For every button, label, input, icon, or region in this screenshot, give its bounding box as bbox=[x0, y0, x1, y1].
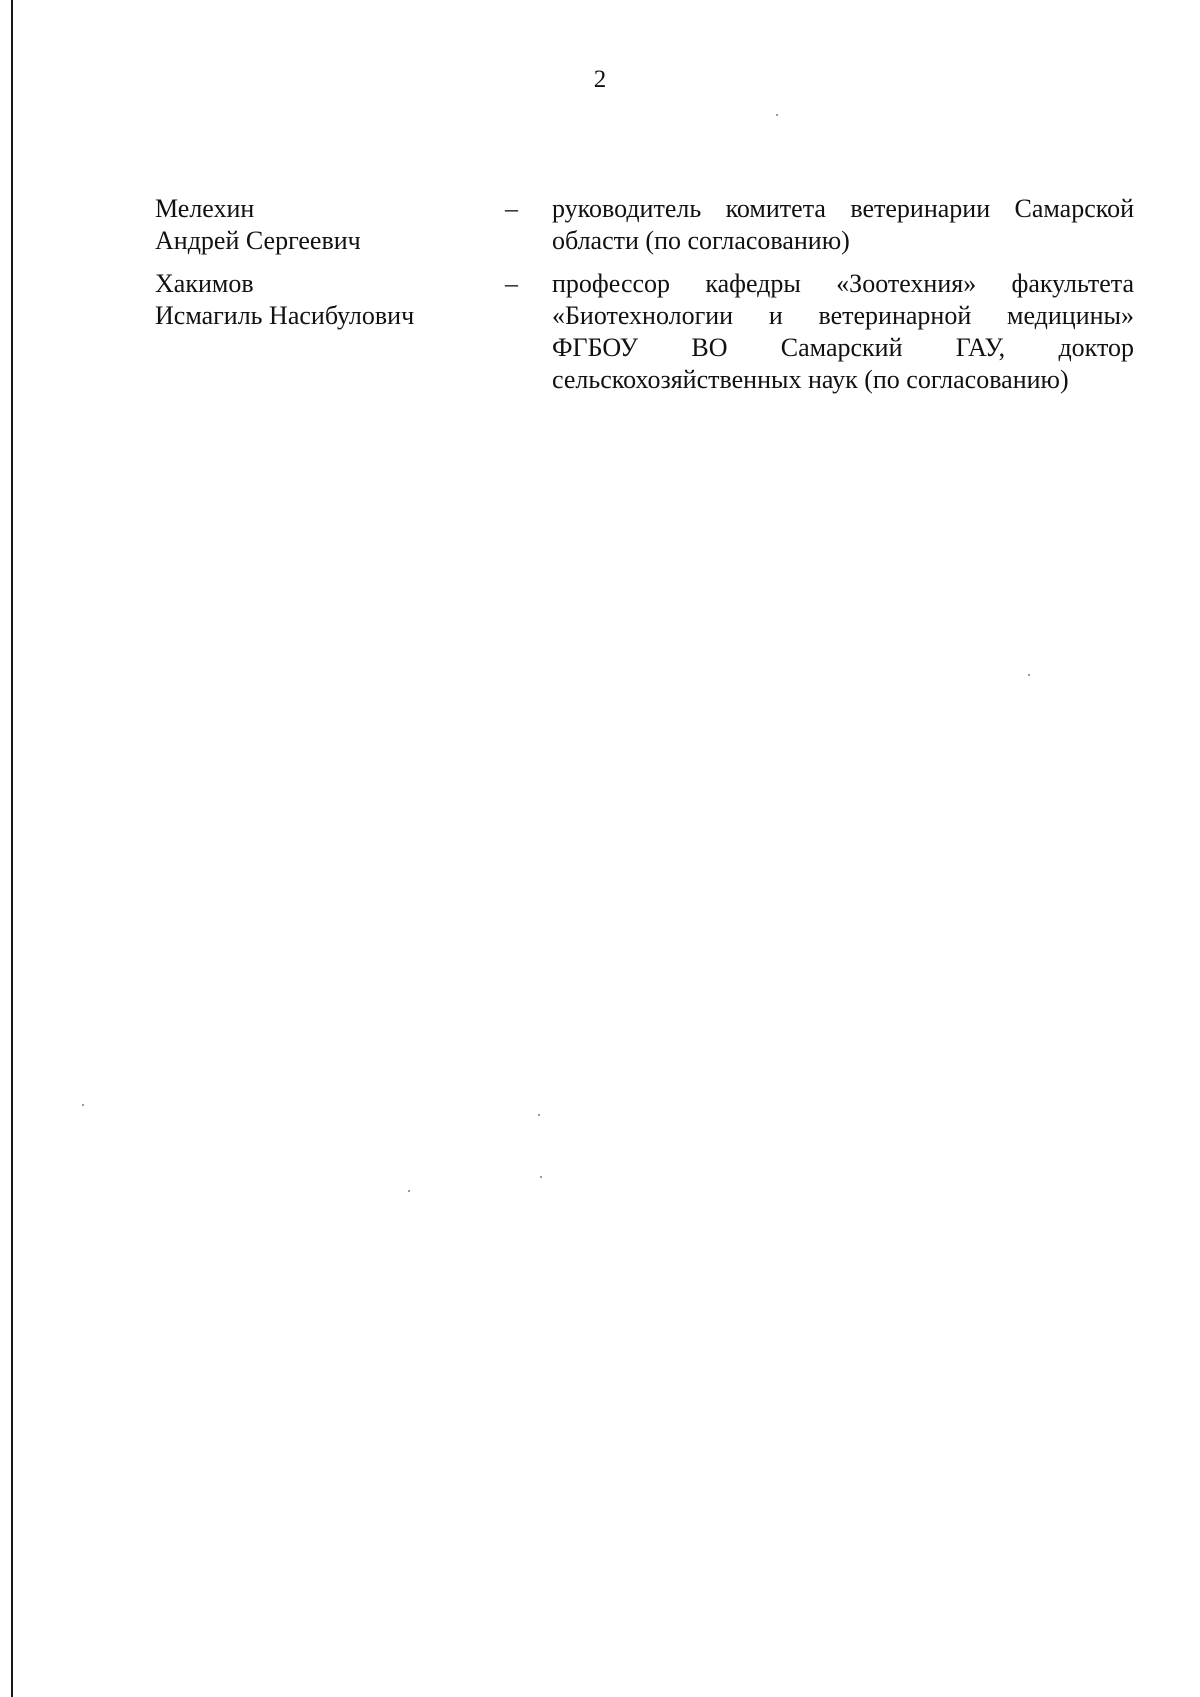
scan-speck bbox=[1028, 674, 1030, 676]
member-given-names: Андрей Сергеевич bbox=[155, 226, 361, 255]
member-surname: Мелехин bbox=[155, 194, 255, 223]
member-role: руководитель комитета ветеринарии Самарской области (по согласованию) bbox=[552, 194, 1134, 255]
scan-speck bbox=[776, 114, 778, 116]
member-given-names: Исмагиль Насибулович bbox=[155, 301, 415, 330]
scan-speck bbox=[540, 1176, 542, 1178]
member-surname: Хакимов bbox=[155, 269, 254, 298]
scan-edge-line bbox=[11, 0, 13, 1697]
member-name bbox=[155, 268, 495, 332]
scan-speck bbox=[538, 1114, 540, 1116]
member-role: профессор кафедры «Зоотехния» факультета «Биотехнологии и ветеринарной медицины» ФГБОУ ВО Самарский ГАУ, доктор сельскохозяйственных наук (по согласованию) bbox=[552, 269, 1134, 394]
page-number: 2 bbox=[593, 66, 607, 93]
scan-speck bbox=[82, 1104, 84, 1106]
scan-speck bbox=[408, 1190, 410, 1192]
member-dash: – bbox=[505, 269, 518, 298]
member-name bbox=[155, 193, 495, 257]
member-dash: – bbox=[505, 194, 518, 223]
